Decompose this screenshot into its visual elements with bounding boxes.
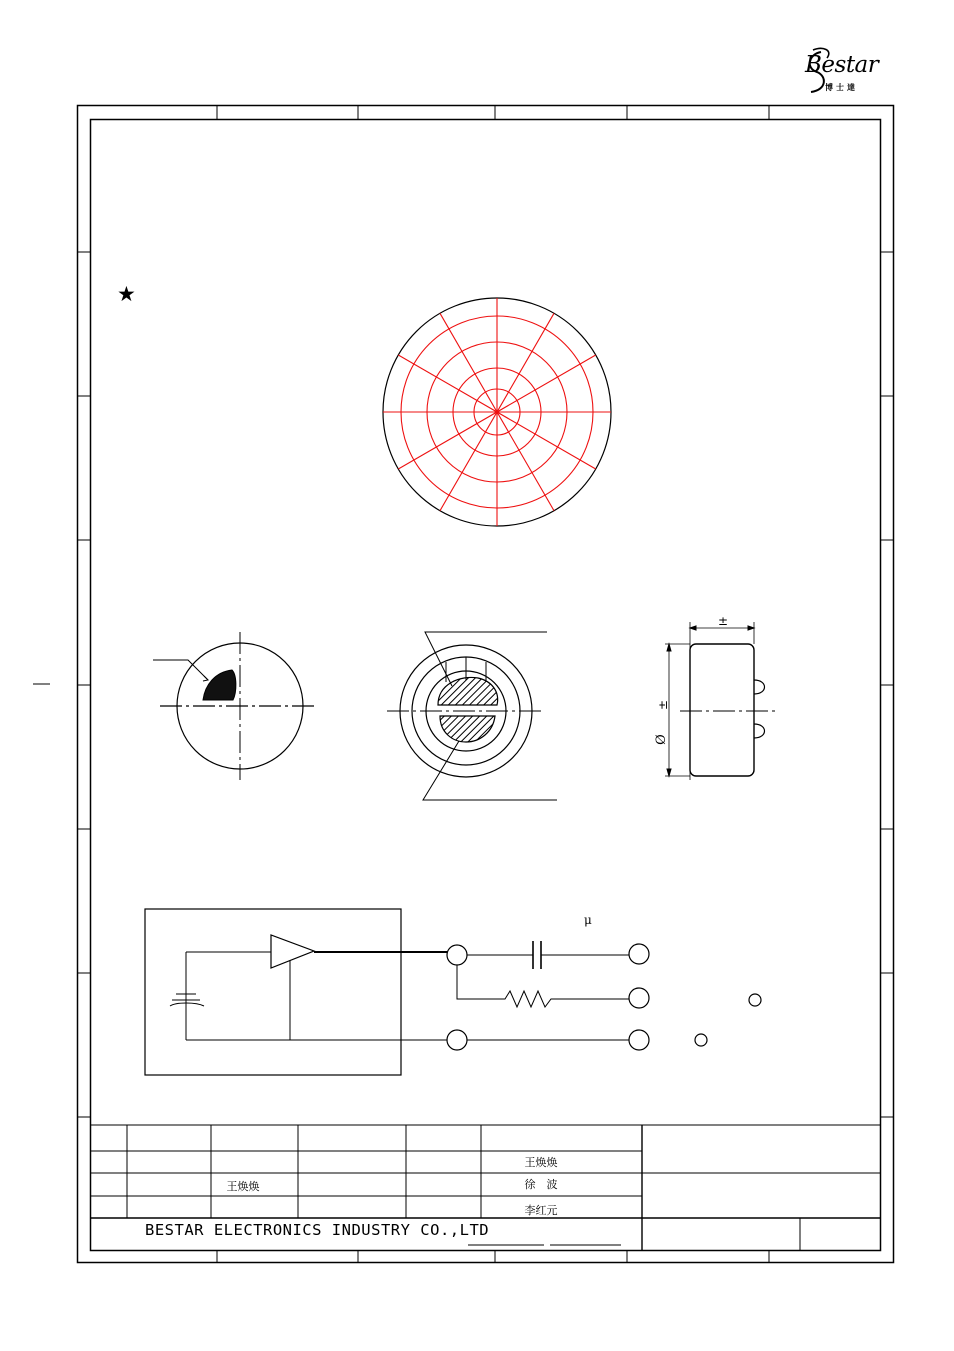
circuit-box bbox=[145, 909, 401, 1075]
test-circuit-diagram bbox=[145, 909, 761, 1075]
sound-hole-icon bbox=[203, 670, 236, 700]
note-star-icon: ★ bbox=[117, 282, 136, 306]
terminal-gnd-right bbox=[629, 1030, 649, 1050]
resistor-icon bbox=[457, 965, 629, 1007]
title-block-name-2: 王焕焕 bbox=[226, 1180, 260, 1193]
terminal-vcc-right bbox=[629, 988, 649, 1008]
terminal-ground bbox=[447, 1030, 467, 1050]
terminal-output bbox=[447, 945, 467, 965]
polar-grid bbox=[383, 298, 611, 526]
terminal-hatched-top bbox=[438, 677, 498, 705]
polar-directivity-diagram bbox=[383, 298, 611, 526]
tolerance-mark-side: ± bbox=[656, 699, 671, 711]
top-view-drawing bbox=[387, 632, 557, 800]
terminal-hatched-bottom bbox=[440, 716, 495, 742]
amplifier-icon bbox=[271, 935, 314, 968]
legend-marker-1 bbox=[749, 994, 761, 1006]
bottom-view-drawing bbox=[153, 632, 315, 780]
title-block-name-1: 王焕焕 bbox=[524, 1156, 558, 1169]
side-view-drawing bbox=[665, 622, 775, 780]
diameter-symbol: Ø bbox=[653, 734, 669, 745]
company-name: BESTAR ELECTRONICS INDUSTRY CO.,LTD bbox=[145, 1221, 490, 1239]
title-block-name-3: 徐 波 bbox=[524, 1178, 558, 1191]
logo-chinese-text: 博士達 bbox=[825, 83, 858, 92]
micro-symbol: μ bbox=[584, 913, 592, 927]
tolerance-mark-top: ± bbox=[718, 614, 729, 628]
title-block-name-4: 李红元 bbox=[524, 1204, 558, 1217]
logo-brand-text: Bestar bbox=[805, 52, 879, 78]
terminal-out-right bbox=[629, 944, 649, 964]
legend-marker-2 bbox=[695, 1034, 707, 1046]
